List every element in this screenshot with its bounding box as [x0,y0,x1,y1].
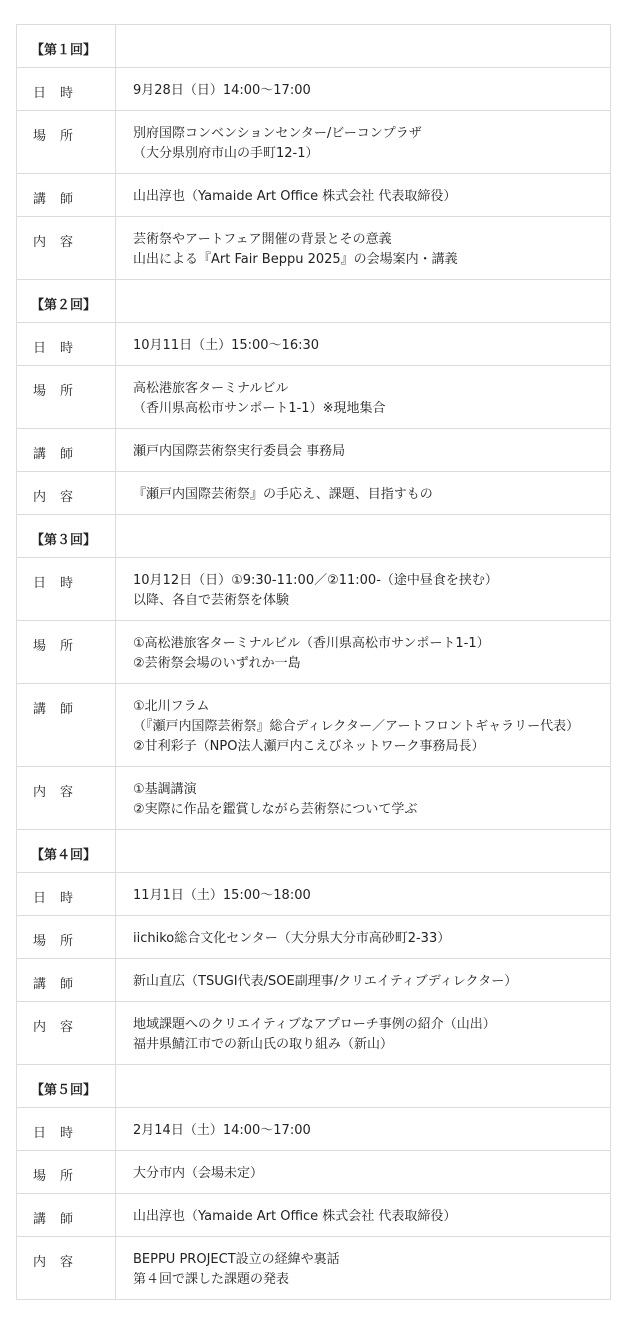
row-label: 場 所 [17,916,116,958]
value-line: 2月14日（土）14:00～17:00 [133,1123,311,1138]
row-value [116,1237,610,1299]
row-value [116,684,610,766]
row-value [116,111,610,173]
row-value [116,323,610,365]
row-label: 講 師 [17,1194,116,1236]
row-value [116,429,610,471]
value-line: ①北川フラム [133,699,210,714]
table-row [17,916,611,959]
value-line: ①基調講演 [133,782,197,797]
value-line: 以降、各自で芸術祭を体験 [133,593,290,608]
row-label: 日 時 [17,558,116,620]
value-line: ②甘利彩子（NPO法人瀬戸内こえびネットワーク事務局長） [133,739,485,754]
value-line: 高松港旅客ターミナルビル [133,381,289,396]
value-line: 山出淳也（Yamaide Art Office 株式会社 代表取締役） [133,1209,457,1224]
session-header [17,1065,611,1108]
value-line: （香川県高松市サンポート1-1）※現地集合 [133,401,386,416]
schedule-table [16,24,611,1300]
value-line: 福井県鯖江市での新山氏の取り組み（新山） [133,1037,394,1052]
session-header [17,25,611,68]
table-row [17,621,611,684]
value-line: 大分市内（会場未定） [133,1166,264,1181]
row-value [116,1108,610,1150]
value-line: 瀬戸内国際芸術祭実行委員会 事務局 [133,444,346,459]
row-label: 場 所 [17,621,116,683]
row-label: 場 所 [17,111,116,173]
value-line: 10月11日（土）15:00～16:30 [133,338,320,353]
table-row [17,366,611,429]
session-title: 【第４回】 [17,830,116,872]
session-header-blank [116,515,610,557]
value-line: （『瀬戸内国際芸術祭』総合ディレクター／アートフロントギャラリー代表） [133,719,580,734]
row-label: 内 容 [17,1237,116,1299]
row-value [116,472,610,514]
value-line: （大分県別府市山の手町12-1） [133,146,319,161]
row-label: 場 所 [17,1151,116,1193]
table-row [17,1237,611,1300]
row-value [116,217,610,279]
table-row [17,111,611,174]
table-row [17,767,611,830]
row-label: 内 容 [17,767,116,829]
row-label: 日 時 [17,323,116,365]
value-line: 芸術祭やアートフェア開催の背景とその意義 [133,232,392,247]
session-title: 【第５回】 [17,1065,116,1107]
value-line: 第４回で課した課題の発表 [133,1272,290,1287]
row-value [116,1151,610,1193]
table-row [17,217,611,280]
row-value [116,1002,610,1064]
table-row [17,429,611,472]
row-value [116,68,610,110]
table-row [17,1194,611,1237]
row-value [116,558,610,620]
session-header [17,830,611,873]
table-row [17,68,611,111]
row-value [116,621,610,683]
value-line: 9月28日（日）14:00～17:00 [133,83,311,98]
value-line: 『瀬戸内国際芸術祭』の手応え、課題、目指すもの [133,487,433,502]
row-label: 講 師 [17,684,116,766]
row-label: 講 師 [17,174,116,216]
table-row [17,1108,611,1151]
table-row [17,959,611,1002]
value-line: 地域課題へのクリエイティブなアプローチ事例の紹介（山出） [133,1017,496,1032]
value-line: iichiko総合文化センター（大分県大分市高砂町2-33） [133,931,451,946]
value-line: 山出による『Art Fair Beppu 2025』の会場案内・講義 [133,252,458,267]
value-line: 11月1日（土）15:00～18:00 [133,888,311,903]
table-row [17,684,611,767]
row-label: 場 所 [17,366,116,428]
session-title: 【第１回】 [17,25,116,67]
session-title: 【第２回】 [17,280,116,322]
row-label: 講 師 [17,959,116,1001]
session-header [17,515,611,558]
value-line: ②芸術祭会場のいずれか一島 [133,656,301,671]
table-row [17,323,611,366]
row-value [116,959,610,1001]
row-label: 内 容 [17,1002,116,1064]
table-row [17,472,611,515]
table-row [17,558,611,621]
value-line: BEPPU PROJECT設立の経緯や裏話 [133,1252,340,1267]
value-line: 10月12日（日）①9:30-11:00／②11:00-（途中昼食を挟む） [133,573,498,588]
row-label: 日 時 [17,873,116,915]
value-line: 別府国際コンベンションセンター/ビーコンプラザ [133,126,422,141]
row-value [116,767,610,829]
row-value [116,916,610,958]
session-header-blank [116,830,610,872]
row-label: 日 時 [17,68,116,110]
value-line: 山出淳也（Yamaide Art Office 株式会社 代表取締役） [133,189,457,204]
session-header-blank [116,1065,610,1107]
value-line: 新山直広（TSUGI代表/SOE副理事/クリエイティブディレクター） [133,974,518,989]
row-label: 日 時 [17,1108,116,1150]
session-header [17,280,611,323]
value-line: ②実際に作品を鑑賞しながら芸術祭について学ぶ [133,802,418,817]
row-label: 内 容 [17,217,116,279]
table-row [17,1151,611,1194]
table-row [17,174,611,217]
session-title: 【第３回】 [17,515,116,557]
row-value [116,366,610,428]
row-label: 講 師 [17,429,116,471]
table-row [17,873,611,916]
session-header-blank [116,280,610,322]
row-label: 内 容 [17,472,116,514]
row-value [116,873,610,915]
session-header-blank [116,25,610,67]
row-value [116,174,610,216]
value-line: ①高松港旅客ターミナルビル（香川県高松市サンポート1-1） [133,636,490,651]
table-row [17,1002,611,1065]
row-value [116,1194,610,1236]
